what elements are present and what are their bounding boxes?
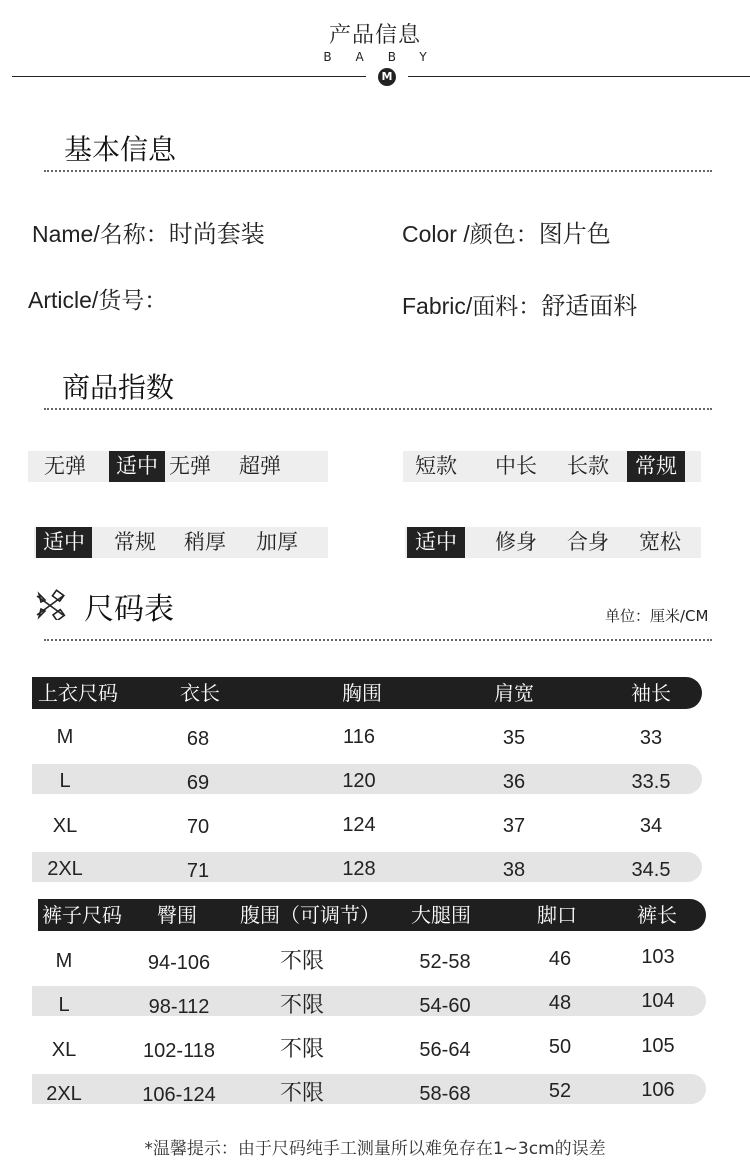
scale-option: 无弹 — [44, 454, 86, 478]
table-cell: 35 — [502, 727, 526, 749]
table-cell: 106-124 — [142, 1084, 216, 1106]
table-cell: 106 — [641, 1079, 675, 1101]
table-cell: L — [59, 770, 71, 792]
section-divider — [44, 408, 712, 410]
column-header: 胸围 — [342, 681, 382, 705]
table-cell: 34.5 — [631, 859, 671, 881]
scale-option: 中长 — [495, 454, 537, 478]
scale-option: 超弹 — [239, 454, 281, 478]
basic-info-title: 基本信息 — [64, 133, 177, 166]
scale-option: 修身 — [495, 530, 537, 554]
column-header: 肩宽 — [494, 681, 534, 705]
table-cell: 38 — [502, 859, 526, 881]
scale-option-selected: 适中 — [109, 451, 165, 482]
table-cell: 33 — [639, 727, 663, 749]
table-cell: 102-118 — [143, 1040, 215, 1062]
table-cell: 46 — [548, 948, 572, 970]
length-scale — [403, 451, 701, 482]
table-cell: 2XL — [46, 1083, 82, 1105]
scale-option: 常规 — [114, 530, 156, 554]
scale-option: 合身 — [567, 530, 609, 554]
fabric-value: 舒适面料 — [541, 292, 638, 320]
table-cell: 50 — [548, 1036, 572, 1058]
header-badge: M — [378, 68, 396, 86]
page-header-title: 产品信息 — [328, 23, 421, 48]
table-cell: 不限 — [279, 993, 325, 1018]
scale-option: 长款 — [567, 454, 609, 478]
pants-size-table-header — [38, 899, 706, 931]
scale-option-selected: 常规 — [627, 451, 685, 482]
column-header: 裤长 — [637, 903, 677, 927]
table-cell: 33.5 — [631, 771, 671, 793]
fabric-field — [402, 286, 637, 321]
column-header: 袖长 — [631, 681, 671, 705]
table-cell: 116 — [343, 726, 375, 748]
size-chart-title: 尺码表 — [84, 592, 174, 627]
scale-option-selected: 适中 — [36, 527, 92, 558]
table-cell: 34 — [639, 815, 663, 837]
top-size-table-header — [32, 677, 702, 709]
table-cell: 37 — [502, 815, 526, 837]
column-header: 上衣尺码 — [38, 681, 118, 705]
row-band — [32, 986, 706, 1016]
name-value: 时尚套装 — [168, 220, 265, 248]
page-header-subtitle: BABY — [323, 50, 451, 64]
column-header: 臀围 — [157, 903, 197, 927]
table-cell: M — [55, 950, 73, 972]
table-cell: 68 — [186, 728, 210, 750]
section-divider — [44, 170, 712, 172]
size-footnote: *温馨提示：由于尺码纯手工测量所以难免存在1~3cm的误差 — [144, 1139, 606, 1159]
table-cell: 不限 — [279, 1081, 325, 1106]
table-cell: 不限 — [279, 949, 325, 974]
table-cell: 69 — [186, 772, 210, 794]
column-header: 裤子尺码 — [42, 903, 122, 927]
column-header: 脚口 — [537, 903, 577, 927]
color-value: 图片色 — [538, 220, 611, 248]
name-field — [32, 214, 265, 249]
column-header: 大腿围 — [411, 903, 471, 927]
table-cell: 120 — [342, 770, 376, 792]
table-cell: 104 — [641, 990, 675, 1012]
table-cell: 70 — [186, 816, 210, 838]
table-cell: 2XL — [47, 858, 83, 880]
column-header: 衣长 — [180, 681, 220, 705]
table-cell: L — [58, 994, 70, 1016]
elasticity-scale — [28, 451, 328, 482]
scissors-icon — [34, 588, 66, 620]
product-index-title: 商品指数 — [62, 371, 175, 404]
table-cell: 58-68 — [419, 1083, 471, 1105]
scale-option: 短款 — [415, 454, 457, 478]
row-band — [32, 1074, 706, 1104]
column-header: 腹围（可调节） — [240, 903, 380, 927]
scale-option-selected: 适中 — [407, 527, 465, 558]
color-label: Color /颜色： — [402, 221, 539, 247]
fabric-label: Fabric/面料： — [402, 293, 542, 319]
table-cell: 105 — [641, 1035, 675, 1057]
table-cell: 36 — [502, 771, 526, 793]
unit-label: 单位：厘米/CM — [605, 607, 709, 625]
section-divider — [44, 639, 712, 641]
article-label: Article/货号： — [28, 287, 168, 313]
thickness-scale — [34, 527, 328, 558]
table-cell: XL — [51, 1039, 77, 1061]
scale-option: 无弹 — [169, 454, 211, 478]
table-cell: 52-58 — [419, 951, 471, 973]
table-cell: 128 — [342, 858, 376, 880]
table-cell: 124 — [342, 814, 376, 836]
table-cell: 48 — [548, 992, 572, 1014]
table-cell: 94-106 — [147, 952, 211, 974]
table-cell: 不限 — [279, 1037, 325, 1062]
table-cell: 54-60 — [419, 995, 471, 1017]
scale-option: 稍厚 — [184, 530, 226, 554]
header-divider-right — [408, 76, 750, 77]
table-cell: M — [56, 726, 74, 748]
color-field — [402, 214, 611, 249]
table-cell: 56-64 — [419, 1039, 471, 1061]
table-cell: 71 — [186, 860, 210, 882]
table-cell: 52 — [548, 1080, 572, 1102]
scale-option: 加厚 — [256, 530, 298, 554]
fit-scale — [405, 527, 701, 558]
header-divider-left — [12, 76, 366, 77]
article-field — [28, 282, 167, 315]
table-cell: 103 — [641, 946, 675, 968]
scale-option: 宽松 — [639, 530, 681, 554]
table-cell: 98-112 — [148, 996, 210, 1018]
table-cell: XL — [52, 815, 78, 837]
name-label: Name/名称： — [32, 221, 169, 247]
